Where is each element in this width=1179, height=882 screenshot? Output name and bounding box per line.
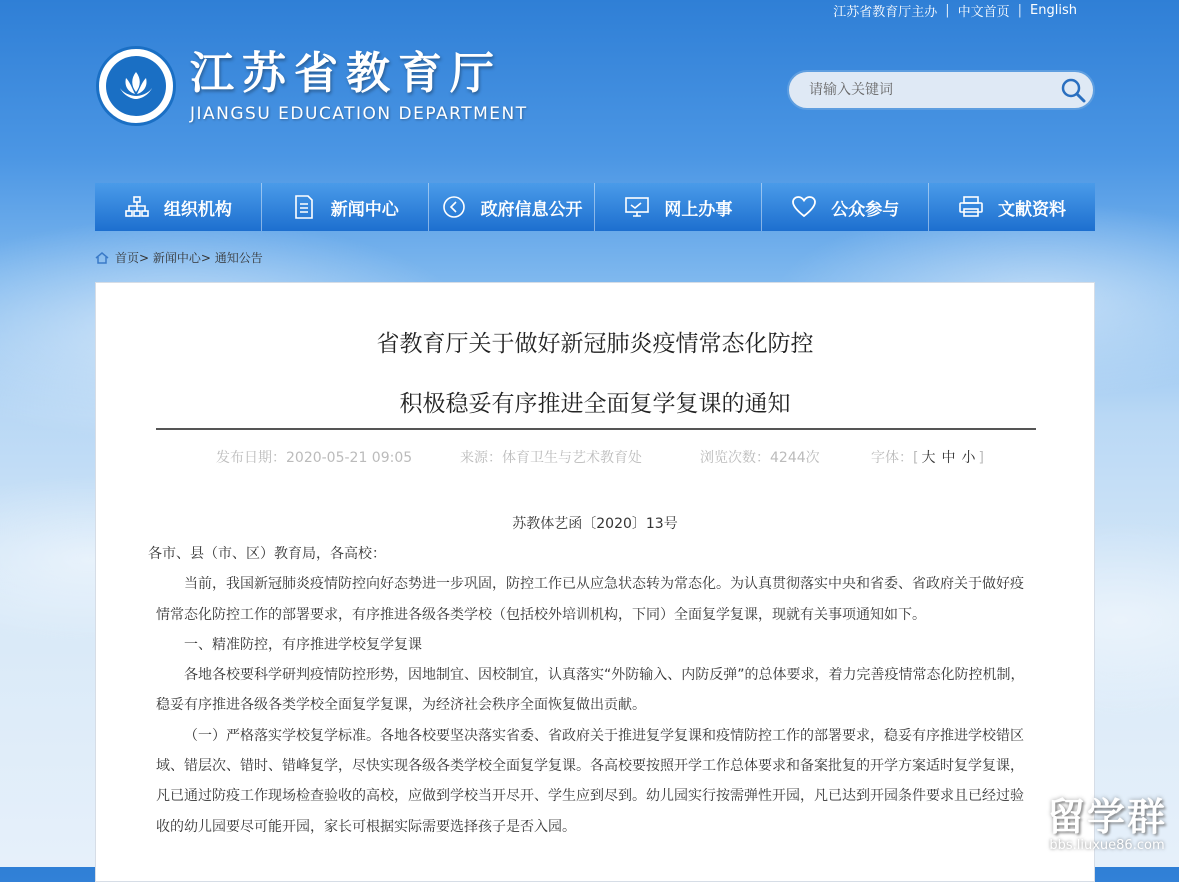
chinese-home-link[interactable]: 中文首页 — [957, 4, 1010, 20]
section-heading: 一、精准防控，有序推进学校复学复课 — [184, 636, 422, 653]
font-size-close: ] — [978, 450, 984, 466]
publish-date: 发布日期：2020-05-21 09:05 — [216, 450, 413, 466]
paragraph: 各地各校要科学研判疫情防控形势，因地制宜、因校制宜，认真落实“外防输入、内防反弹”的总体要求，着力完善疫情常态化防控机制，稳妥有序推进各级各类学校全面复学复课，为经济社会秩序全面恢复做出贡献。 — [156, 667, 1025, 714]
main-nav — [95, 183, 1095, 231]
search-icon[interactable] — [1053, 72, 1093, 108]
site-title: 江苏省教育厅 — [190, 48, 502, 99]
nav-online-service[interactable] — [595, 183, 762, 231]
breadcrumb — [95, 249, 263, 266]
article-title-line2: 积极稳妥有序推进全面复学复课的通知 — [399, 391, 791, 417]
font-size-medium[interactable]: 中 — [941, 450, 956, 466]
article-source: 来源：体育卫生与艺术教育处 — [460, 450, 642, 466]
heart-icon — [791, 194, 817, 220]
site-subtitle: JIANGSU EDUCATION DEPARTMENT — [190, 104, 528, 124]
title-divider — [156, 428, 1036, 430]
font-size-large[interactable]: 大 — [921, 450, 936, 466]
watermark-main: 留学群 — [1046, 795, 1167, 839]
nav-label: 组织机构 — [163, 199, 232, 220]
document-icon — [291, 194, 317, 220]
font-size-small[interactable]: 小 — [961, 450, 976, 466]
nav-gov-info[interactable] — [429, 183, 596, 231]
article-body — [148, 539, 1036, 842]
top-links — [825, 0, 1085, 20]
nav-literature[interactable] — [929, 183, 1095, 231]
article-panel — [95, 282, 1095, 882]
nav-public[interactable] — [762, 183, 929, 231]
breadcrumb-notice[interactable]: 通知公告 — [214, 251, 263, 265]
nav-label: 文献资料 — [998, 199, 1067, 220]
org-chart-icon — [124, 194, 150, 220]
paragraph: （一）严格落实学校复学标准。各地各校要坚决落实省委、省政府关于推进复学复课和疫情防控工作的部署要求，稳妥有序推进学校错区域、错层次、错时、错峰复学，尽快实现各级各类学校全面复学复课。各高校要按照开学工作总体要求和备案批复的开学方案适时复学复课，凡已通过防疫工作现场检查验收的高校，应做到学校当开尽开、学生应到尽到。幼儿园实行按需弹性开园，凡已达到开园条件要求且已经过验收的幼儿园要尽可能开园，家长可根据实际需要选择孩子是否入园。 — [156, 727, 1024, 835]
watermark-logo — [1047, 796, 1167, 853]
watermark-url: bbs.liuxue86.com — [1049, 838, 1165, 853]
document-number: 苏教体艺函〔2020〕13号 — [512, 516, 678, 532]
site-logo[interactable] — [96, 46, 528, 126]
paragraph: 当前，我国新冠肺炎疫情防控向好态势进一步巩固，防控工作已从应急状态转为常态化。为认真贯彻落实中央和省委、省政府关于做好疫情常态化防控工作的部署要求，有序推进各级各类学校（包括校外培训机构，下同）全面复学复课，现就有关事项通知如下。 — [156, 576, 1024, 623]
monitor-icon — [624, 194, 650, 220]
english-link[interactable]: English — [1030, 2, 1077, 18]
divider: | — [945, 2, 950, 18]
breadcrumb-sep: > — [139, 250, 153, 265]
search-box — [787, 70, 1095, 110]
host-link[interactable]: 江苏省教育厅主办 — [833, 4, 938, 20]
nav-label: 政府信息公开 — [480, 199, 583, 220]
emblem-icon — [96, 46, 176, 126]
nav-news[interactable] — [262, 183, 429, 231]
search-input[interactable] — [807, 81, 1053, 99]
font-size-label: 字体：[ — [871, 450, 919, 466]
play-circle-icon — [441, 194, 467, 220]
divider: | — [1017, 2, 1023, 18]
font-size-switch — [871, 447, 984, 467]
salutation: 各市、县（市、区）教育局，各高校： — [148, 546, 386, 562]
breadcrumb-news[interactable]: 新闻中心 — [152, 251, 201, 265]
view-count: 浏览次数：4244次 — [700, 450, 820, 466]
printer-icon — [958, 194, 984, 220]
article-title-line1: 省教育厅关于做好新冠肺炎疫情常态化防控 — [376, 331, 814, 357]
home-icon — [95, 252, 109, 264]
nav-label: 公众参与 — [831, 199, 900, 220]
breadcrumb-sep: > — [200, 250, 215, 265]
nav-label: 新闻中心 — [330, 199, 399, 220]
breadcrumb-home[interactable]: 首页 — [115, 251, 140, 265]
nav-org[interactable] — [95, 183, 262, 231]
nav-label: 网上办事 — [664, 199, 733, 220]
